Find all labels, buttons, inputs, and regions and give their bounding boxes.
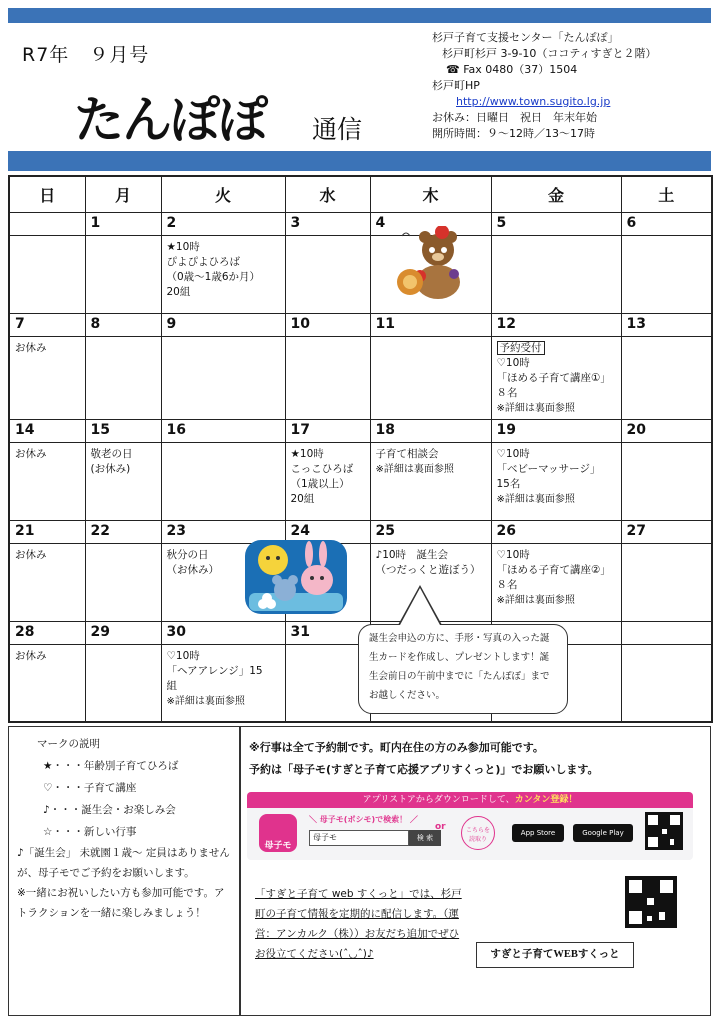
boshimo-app-icon[interactable]: 母子モ [259, 814, 297, 852]
weekday-6: 土 [621, 176, 712, 212]
reservation-badge: 予約受付 [497, 341, 545, 355]
event-line: お休み [15, 649, 47, 662]
day-number: 20 [622, 421, 712, 443]
day-number: 22 [86, 522, 161, 544]
event-line: ぴよぴよひろば [166, 255, 240, 268]
day-cell [9, 621, 85, 722]
event-line: 15名 [496, 477, 521, 490]
event-line: お休み [15, 341, 47, 354]
event-line: ♡10時 [496, 447, 530, 460]
event-line: （0歳～1歳6か月） [166, 270, 261, 283]
birthday-note-bubble: 誕生会申込の方に、手形・写真の入った誕生カードを作成し、プレゼントします！誕生会前日の午前中までに「たんぽぽ」までお越しください。 [358, 624, 568, 714]
day-cell [85, 313, 161, 419]
issue-label: R7年 ９月号 [22, 44, 150, 66]
weekday-5: 金 [491, 176, 621, 212]
google-play-badge[interactable]: Google Play [573, 824, 633, 842]
day-cell [621, 621, 712, 722]
day-number: 14 [10, 421, 85, 443]
day-number: 23 [162, 522, 285, 544]
reservation-box [240, 726, 711, 1016]
day-number: 7 [10, 315, 85, 337]
newsletter-title: たんぽぽ [74, 91, 266, 149]
closed-days: お休み：日曜日 祝日 年末年始 [432, 111, 597, 124]
day-cell [621, 419, 712, 520]
day-cell [85, 520, 161, 621]
app-search-hint: ＼ 母子モ(ボシモ)で検索！ ／ [309, 815, 418, 824]
legend-title: マークの説明 [37, 738, 100, 750]
day-cell [285, 419, 370, 520]
day-number: 10 [286, 315, 370, 337]
day-cell [491, 419, 621, 520]
event-line: ♡10時 [166, 649, 200, 662]
center-name: 杉戸子育て支援センター「たんぽぽ」 [432, 31, 619, 44]
event-line: 「ベビーマッサージ」 [496, 462, 601, 475]
header-bottom-band [8, 151, 711, 171]
day-number: 3 [286, 214, 370, 236]
app-banner[interactable] [247, 792, 693, 860]
day-cell [9, 419, 85, 520]
day-cell [9, 313, 85, 419]
detail-note: ※詳細は裏面参照 [496, 402, 575, 414]
day-number: 30 [162, 623, 285, 645]
event-line: 組 [166, 679, 177, 692]
day-number: 21 [10, 522, 85, 544]
legend-note: ♪・・・誕生会・お楽しみ会 [43, 804, 176, 816]
event-line: 敬老の日 [90, 447, 133, 460]
event-line: 秋分の日 [166, 548, 209, 561]
event-line: 子育て相談会 [375, 447, 439, 460]
day-cell [161, 419, 285, 520]
day-number: 9 [162, 315, 285, 337]
day-cell [621, 212, 712, 313]
weekday-header [9, 176, 712, 212]
event-line: （1歳以上） [290, 477, 350, 490]
event-line: ８名 [496, 386, 518, 399]
detail-note: ※詳細は裏面参照 [375, 463, 454, 475]
event-line: 20組 [166, 285, 191, 298]
day-cell [161, 212, 285, 313]
center-address: 杉戸町杉戸 3-9-10（ココティすぎと２階） [442, 47, 657, 60]
legend-white-star: ☆・・・新しい行事 [43, 826, 137, 838]
day-cell [491, 212, 621, 313]
day-number: 16 [162, 421, 285, 443]
day-number: 15 [86, 421, 161, 443]
day-number: 26 [492, 522, 621, 544]
weekday-1: 月 [85, 176, 161, 212]
event-line: 「ほめる子育て講座①」 [496, 371, 611, 384]
day-cell [9, 520, 85, 621]
read-qr-badge: こちらを読取り [461, 816, 495, 850]
day-number: 1 [86, 214, 161, 236]
header-top-band [8, 8, 711, 23]
weekday-4: 木 [370, 176, 491, 212]
day-number: 27 [622, 522, 712, 544]
day-number: 28 [10, 623, 85, 645]
legend-box [8, 726, 240, 1016]
center-info [432, 30, 657, 142]
day-number [10, 214, 85, 236]
calendar-week [9, 520, 712, 621]
day-cell [491, 520, 621, 621]
day-cell [370, 419, 491, 520]
day-number: 4 [371, 214, 491, 236]
day-cell [491, 313, 621, 419]
day-number: 29 [86, 623, 161, 645]
event-line: お休み [15, 548, 47, 561]
calendar-week [9, 212, 712, 313]
sukutto-button[interactable]: すぎと子育てWEBすくっと [476, 942, 634, 968]
weekday-0: 日 [9, 176, 85, 212]
day-cell [161, 621, 285, 722]
day-number: 11 [371, 315, 491, 337]
day-number: 18 [371, 421, 491, 443]
center-phone: ☎ Fax 0480（37）1504 [446, 63, 578, 76]
hp-label: 杉戸町HP [432, 79, 480, 92]
day-cell [161, 313, 285, 419]
weekday-2: 火 [161, 176, 285, 212]
event-line: ♡10時 [496, 356, 530, 369]
reservation-method: 予約は「母子モ(すぎと子育て応援アプリすくっと)」でお願いします。 [249, 763, 599, 776]
day-cell [370, 313, 491, 419]
event-line: 20組 [290, 492, 315, 505]
app-or-label: or [435, 822, 446, 832]
moon-bunny-illustration [243, 538, 349, 616]
detail-note: ※詳細は裏面参照 [496, 594, 575, 606]
day-number [622, 623, 712, 645]
bear-apple-illustration [392, 226, 476, 302]
day-cell [85, 212, 161, 313]
event-line: こっこひろば [290, 462, 354, 475]
bubble-tail-fill [400, 588, 440, 625]
sukutto-description: 「すぎと子育て web すくっと」では、杉戸町の子育て情報を定期的に配信します。（運営：アンカルク（株））お友だち追加でぜひお役立てください(ˆ◡ˆ)♪ [255, 888, 462, 960]
legend-birthday-text: ♪「誕生会」 未就園１歳～ 定員はありませんが、母子モでご予約をお願いします。 [17, 847, 230, 879]
detail-note: ※詳細は裏面参照 [166, 695, 245, 707]
app-search-input[interactable]: 母子モ [309, 830, 409, 846]
event-line: 「ヘアアレンジ」15 [166, 664, 263, 677]
day-cell [285, 212, 370, 313]
detail-note: ※詳細は裏面参照 [496, 493, 575, 505]
day-number: 24 [286, 522, 370, 544]
weekday-3: 水 [285, 176, 370, 212]
legend-guest-text: ※一緒にお祝いしたい方も参加可能です。アトラクションを一緒に楽しみましょう！ [17, 887, 225, 919]
legend-star: ★・・・年齢別子育てひろば [43, 760, 179, 772]
day-cell [9, 212, 85, 313]
day-number: 5 [492, 214, 621, 236]
day-number: 12 [492, 315, 621, 337]
day-number: 2 [162, 214, 285, 236]
event-line: お休み [15, 447, 47, 460]
app-qr-code[interactable] [645, 812, 683, 850]
event-line: ♡10時 [496, 548, 530, 561]
newsletter-title-sub: 通信 [312, 115, 363, 144]
sukutto-qr-code[interactable] [625, 876, 677, 928]
calendar-week [9, 313, 712, 419]
day-number: 13 [622, 315, 712, 337]
event-line: ★10時 [166, 240, 200, 253]
day-number: 6 [622, 214, 712, 236]
day-cell [285, 313, 370, 419]
day-cell [621, 313, 712, 419]
day-number: 17 [286, 421, 370, 443]
app-store-badge[interactable]: App Store [512, 824, 564, 842]
app-search-button[interactable]: 検 索 [409, 830, 441, 846]
day-number: 8 [86, 315, 161, 337]
day-cell [85, 621, 161, 722]
event-line: ８名 [496, 578, 518, 591]
day-cell [621, 520, 712, 621]
event-line: （つだっくと遊ぼう） [375, 563, 481, 576]
day-cell [85, 419, 161, 520]
open-hours: 開所時間：９～12時／13～17時 [432, 127, 595, 140]
event-line: （お休み） [166, 563, 219, 576]
event-line: 「ほめる子育て講座②」 [496, 563, 611, 576]
legend-heart: ♡・・・子育て講座 [43, 782, 137, 794]
reservation-rule: ※行事は全て予約制です。町内在住の方のみ参加可能です。 [249, 741, 544, 754]
app-banner-top: アプリストアからダウンロードして、カンタン登録！ [247, 792, 693, 808]
calendar-week [9, 419, 712, 520]
day-number: 25 [371, 522, 491, 544]
day-number: 19 [492, 421, 621, 443]
day-number: 31 [286, 623, 370, 645]
hp-link[interactable]: http://www.town.sugito.lg.jp [456, 95, 611, 108]
event-line: (お休み) [90, 462, 131, 475]
event-line: ♪10時 誕生会 [375, 548, 449, 561]
event-line: ★10時 [290, 447, 324, 460]
